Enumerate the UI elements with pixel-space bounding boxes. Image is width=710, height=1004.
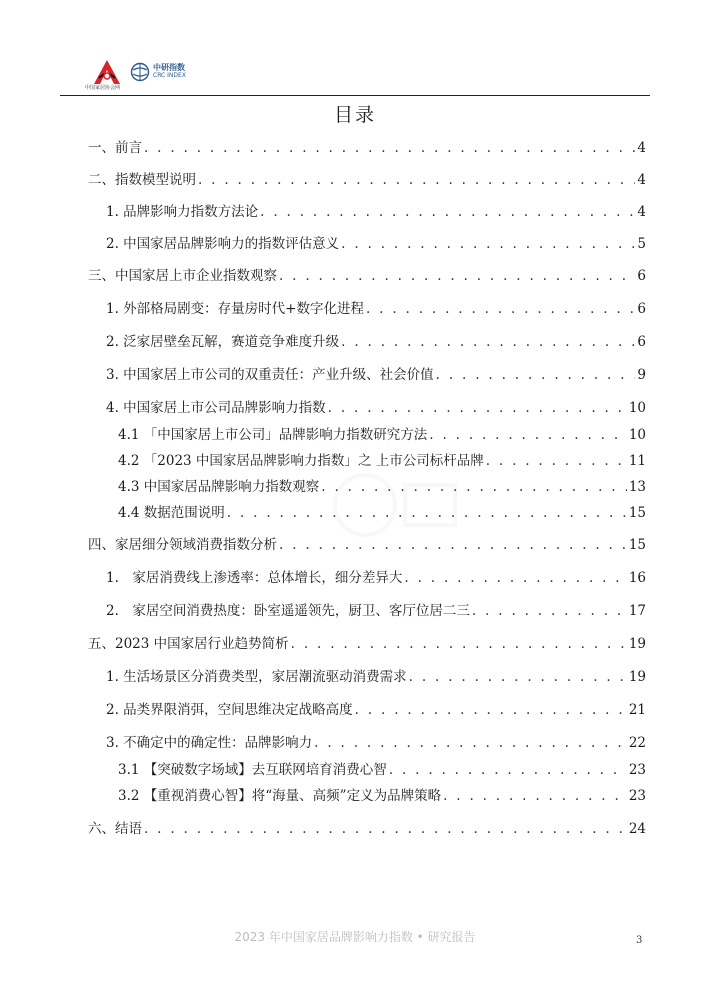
toc-leader-dots bbox=[389, 758, 627, 782]
toc-entry[interactable] bbox=[106, 566, 646, 590]
toc-entry[interactable] bbox=[106, 731, 646, 755]
toc-entry-page: 21 bbox=[628, 702, 646, 718]
page-title: 目录 bbox=[333, 104, 376, 126]
toc-entry-title: 一、前言 bbox=[88, 140, 142, 156]
toc-entry-page: 24 bbox=[628, 821, 646, 837]
toc-leader-dots bbox=[321, 475, 627, 499]
toc-entry-title: 2. 中国家居品牌影响力的指数评估意义 bbox=[106, 236, 340, 252]
toc-entry-title: 4.1 「中国家居上市公司」品牌影响力指数研究方法 bbox=[118, 427, 428, 443]
toc-leader-dots bbox=[227, 501, 627, 525]
toc-entry-page: 19 bbox=[628, 636, 646, 652]
toc-entry[interactable] bbox=[106, 396, 646, 420]
toc-leader-dots bbox=[198, 168, 635, 192]
toc-entry-page: 6 bbox=[637, 301, 646, 317]
toc-entry[interactable] bbox=[118, 758, 646, 782]
toc-entry-title: 2. 品类界限消弭，空间思维决定战略高度 bbox=[106, 702, 353, 718]
toc-entry[interactable] bbox=[88, 533, 646, 557]
toc-entry-title: 1. 生活场景区分消费类型，家居潮流驱动消费需求 bbox=[106, 669, 407, 685]
toc-leader-dots bbox=[291, 632, 627, 656]
toc-entry-title: 1. 外部格局剧变：存量房时代+数字化进程 bbox=[106, 301, 364, 317]
toc-entry-title: 2. 家居空间消费热度：卧室遥遥领先，厨卫、客厅位居二三 bbox=[106, 603, 470, 619]
toc-entry-title: 3. 不确定中的确定性：品牌影响力 bbox=[106, 735, 313, 751]
toc-entry-title: 4.4 数据范围说明 bbox=[118, 505, 225, 521]
toc-leader-dots bbox=[429, 423, 627, 447]
toc-entry-title: 四、家居细分领域消费指数分析 bbox=[88, 537, 277, 553]
footer-text: 2023 年中国家居品牌影响力指数 • 研究报告 bbox=[234, 930, 476, 944]
toc-leader-dots bbox=[144, 817, 627, 841]
toc-leader-dots bbox=[443, 784, 627, 808]
toc-entry[interactable] bbox=[118, 423, 646, 447]
toc-entry-title: 三、中国家居上市企业指数观察 bbox=[88, 268, 277, 284]
toc-leader-dots bbox=[404, 566, 626, 590]
toc-leader-dots bbox=[341, 232, 635, 256]
toc-entry-title: 4. 中国家居上市公司品牌影响力指数 bbox=[106, 400, 326, 416]
toc-entry[interactable] bbox=[88, 136, 646, 160]
toc-entry[interactable] bbox=[106, 599, 646, 623]
toc-entry[interactable] bbox=[88, 264, 646, 288]
toc-entry-page: 9 bbox=[637, 367, 646, 383]
page-number: 3 bbox=[636, 935, 643, 946]
toc-entry-title: 五、2023 中国家居行业趋势简析 bbox=[88, 636, 289, 652]
toc-entry-title: 3. 中国家居上市公司的双重责任：产业升级、社会价值 bbox=[106, 367, 434, 383]
toc-entry-title: 六、结语 bbox=[88, 821, 142, 837]
page-header bbox=[60, 52, 650, 97]
toc-leader-dots bbox=[486, 449, 627, 473]
toc-entry-page: 19 bbox=[628, 669, 646, 685]
toc-entry[interactable] bbox=[106, 200, 646, 224]
toc-leader-dots bbox=[314, 731, 627, 755]
toc-entry[interactable] bbox=[118, 501, 646, 525]
toc-entry[interactable] bbox=[106, 330, 646, 354]
toc-entry-page: 16 bbox=[628, 570, 646, 586]
toc-entry-title: 1. 家居消费线上渗透率：总体增长，细分差异大 bbox=[106, 570, 403, 586]
toc-entry-page: 10 bbox=[628, 427, 646, 443]
toc-entry[interactable] bbox=[106, 297, 646, 321]
toc-entry-title: 4.3 中国家居品牌影响力指数观察 bbox=[118, 479, 320, 495]
toc-entry-page: 17 bbox=[628, 603, 646, 619]
crc-index-logo-icon bbox=[130, 62, 150, 82]
toc-entry-page: 22 bbox=[628, 735, 646, 751]
toc-leader-dots bbox=[260, 200, 635, 224]
toc-entry-page: 6 bbox=[637, 268, 646, 284]
toc-entry-title: 3.2 【重视消费心智】将“海量、高频”定义为品牌策略 bbox=[118, 788, 442, 804]
toc-leader-dots bbox=[144, 136, 635, 160]
toc-entry-page: 5 bbox=[637, 236, 646, 252]
toc-entry-title: 4.2 「2023 中国家居品牌影响力指数」之 上市公司标杆品牌 bbox=[118, 453, 484, 469]
toc-entry-title: 二、指数模型说明 bbox=[88, 172, 196, 188]
toc-entry-page: 6 bbox=[637, 334, 646, 350]
header-divider bbox=[60, 95, 650, 96]
toc-entry-page: 4 bbox=[637, 140, 646, 156]
toc-leader-dots bbox=[341, 330, 635, 354]
toc-leader-dots bbox=[409, 665, 627, 689]
toc-entry-title: 3.1 【突破数字场域】去互联网培育消费心智 bbox=[118, 762, 387, 778]
toc-entry-page: 4 bbox=[637, 204, 646, 220]
toc-leader-dots bbox=[366, 297, 635, 321]
toc-entry-page: 15 bbox=[628, 537, 646, 553]
toc-leader-dots bbox=[279, 264, 635, 288]
toc-entry-page: 11 bbox=[628, 453, 646, 469]
toc-entry[interactable] bbox=[106, 232, 646, 256]
toc-entry[interactable] bbox=[118, 784, 646, 808]
toc-entry-page: 23 bbox=[628, 762, 646, 778]
toc-entry[interactable] bbox=[106, 698, 646, 722]
toc-leader-dots bbox=[279, 533, 627, 557]
toc-entry-page: 13 bbox=[628, 479, 646, 495]
logo1-caption: 中国家居协会网 bbox=[85, 85, 121, 91]
toc-entry[interactable] bbox=[118, 449, 646, 473]
toc-leader-dots bbox=[355, 698, 627, 722]
logo2-name: 中研指数 bbox=[153, 63, 185, 72]
toc-entry-page: 10 bbox=[628, 400, 646, 416]
toc-leader-dots bbox=[328, 396, 627, 420]
toc-entry[interactable] bbox=[88, 817, 646, 841]
toc-entry[interactable] bbox=[88, 168, 646, 192]
toc-entry-title: 1. 品牌影响力指数方法论 bbox=[106, 204, 259, 220]
toc-leader-dots bbox=[472, 599, 627, 623]
toc-entry-page: 15 bbox=[628, 505, 646, 521]
toc-entry[interactable] bbox=[88, 632, 646, 656]
toc-entry[interactable] bbox=[106, 665, 646, 689]
toc-entry-title: 2. 泛家居壁垒瓦解，赛道竞争难度升级 bbox=[106, 334, 340, 350]
toc-entry-page: 23 bbox=[628, 788, 646, 804]
toc-leader-dots bbox=[436, 363, 636, 387]
toc-entry[interactable] bbox=[118, 475, 646, 499]
logo2-subtitle: CRC INDEX bbox=[153, 72, 186, 79]
toc-entry[interactable] bbox=[106, 363, 646, 387]
toc-entry-page: 4 bbox=[637, 172, 646, 188]
